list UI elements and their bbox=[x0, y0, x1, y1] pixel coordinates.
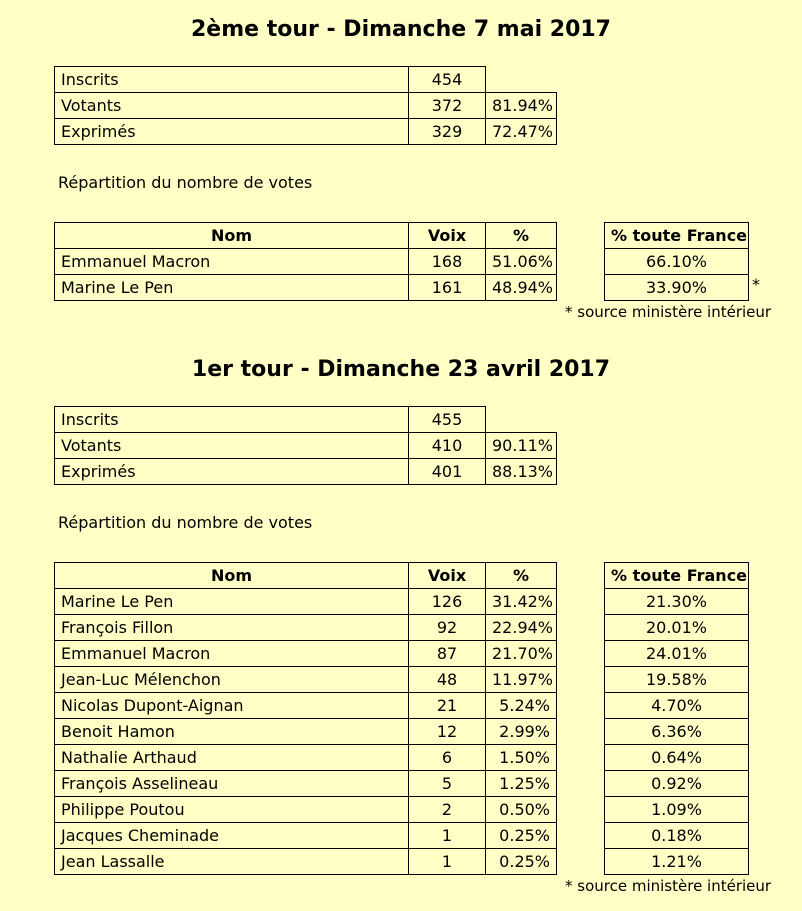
candidate-voix: 168 bbox=[409, 249, 486, 275]
france-percent: 24.01% bbox=[605, 641, 749, 667]
stat-value: 401 bbox=[409, 459, 486, 485]
stats-row-exprimes bbox=[55, 119, 557, 145]
table-row bbox=[605, 275, 749, 301]
france-percent: 0.92% bbox=[605, 771, 749, 797]
footnote-asterisk: * bbox=[752, 275, 760, 294]
stat-label: Inscrits bbox=[55, 67, 409, 93]
table-row bbox=[55, 823, 557, 849]
france-percent: 1.21% bbox=[605, 849, 749, 875]
candidate-percent: 21.70% bbox=[486, 641, 557, 667]
table-row bbox=[55, 719, 557, 745]
candidate-name: Emmanuel Macron bbox=[55, 249, 409, 275]
header-percent: % bbox=[486, 223, 557, 249]
table-row bbox=[605, 719, 749, 745]
stat-value: 454 bbox=[409, 67, 486, 93]
candidate-percent: 31.42% bbox=[486, 589, 557, 615]
tour1-stats-table bbox=[54, 406, 557, 485]
table-row bbox=[55, 641, 557, 667]
header-nom: Nom bbox=[55, 563, 409, 589]
tour2-stats-table bbox=[54, 66, 557, 145]
candidate-voix: 126 bbox=[409, 589, 486, 615]
france-percent: 66.10% bbox=[605, 249, 749, 275]
candidate-voix: 12 bbox=[409, 719, 486, 745]
table-header-row bbox=[605, 563, 749, 589]
table-row bbox=[55, 849, 557, 875]
tour1-france-table bbox=[604, 562, 749, 875]
header-voix: Voix bbox=[409, 563, 486, 589]
table-row bbox=[55, 693, 557, 719]
table-row bbox=[55, 771, 557, 797]
header-toute-france: % toute France bbox=[605, 223, 749, 249]
stat-percent: 72.47% bbox=[486, 119, 557, 145]
stat-empty bbox=[486, 407, 557, 433]
stat-percent: 88.13% bbox=[486, 459, 557, 485]
candidate-voix: 6 bbox=[409, 745, 486, 771]
table-header-row bbox=[55, 223, 557, 249]
candidate-voix: 161 bbox=[409, 275, 486, 301]
candidate-voix: 1 bbox=[409, 823, 486, 849]
tour1-title: 1er tour - Dimanche 23 avril 2017 bbox=[191, 357, 611, 382]
candidate-voix: 2 bbox=[409, 797, 486, 823]
candidate-voix: 5 bbox=[409, 771, 486, 797]
stat-label: Votants bbox=[55, 93, 409, 119]
table-row bbox=[605, 823, 749, 849]
tour2-france-table bbox=[604, 222, 749, 301]
candidate-voix: 21 bbox=[409, 693, 486, 719]
france-percent: 1.09% bbox=[605, 797, 749, 823]
candidate-name: Jean-Luc Mélenchon bbox=[55, 667, 409, 693]
stat-label: Exprimés bbox=[55, 459, 409, 485]
candidate-percent: 0.25% bbox=[486, 823, 557, 849]
france-percent: 0.18% bbox=[605, 823, 749, 849]
stat-value: 455 bbox=[409, 407, 486, 433]
table-row bbox=[55, 249, 557, 275]
stat-value: 372 bbox=[409, 93, 486, 119]
candidate-name: François Asselineau bbox=[55, 771, 409, 797]
france-percent: 0.64% bbox=[605, 745, 749, 771]
table-row bbox=[55, 615, 557, 641]
france-percent: 21.30% bbox=[605, 589, 749, 615]
tour2-repartition-label: Répartition du nombre de votes bbox=[58, 173, 313, 192]
stat-label: Votants bbox=[55, 433, 409, 459]
stat-empty bbox=[486, 67, 557, 93]
tour2-title: 2ème tour - Dimanche 7 mai 2017 bbox=[190, 17, 611, 42]
stat-label: Exprimés bbox=[55, 119, 409, 145]
candidate-name: Jacques Cheminade bbox=[55, 823, 409, 849]
table-row bbox=[605, 693, 749, 719]
header-nom: Nom bbox=[55, 223, 409, 249]
table-row bbox=[55, 797, 557, 823]
header-toute-france: % toute France bbox=[605, 563, 749, 589]
table-row bbox=[605, 641, 749, 667]
stats-row-votants bbox=[55, 93, 557, 119]
tour2-results-table bbox=[54, 222, 557, 301]
candidate-percent: 0.50% bbox=[486, 797, 557, 823]
tour1-source-note: * source ministère intérieur bbox=[565, 877, 772, 895]
france-percent: 6.36% bbox=[605, 719, 749, 745]
france-percent: 19.58% bbox=[605, 667, 749, 693]
candidate-percent: 48.94% bbox=[486, 275, 557, 301]
candidate-percent: 0.25% bbox=[486, 849, 557, 875]
france-percent: 33.90% bbox=[605, 275, 749, 301]
candidate-name: Jean Lassalle bbox=[55, 849, 409, 875]
stat-value: 329 bbox=[409, 119, 486, 145]
table-row bbox=[55, 667, 557, 693]
candidate-name: Marine Le Pen bbox=[55, 589, 409, 615]
tour1-repartition-label: Répartition du nombre de votes bbox=[58, 513, 313, 532]
candidate-voix: 1 bbox=[409, 849, 486, 875]
candidate-percent: 5.24% bbox=[486, 693, 557, 719]
candidate-percent: 22.94% bbox=[486, 615, 557, 641]
candidate-percent: 2.99% bbox=[486, 719, 557, 745]
stats-row-inscrits bbox=[55, 67, 557, 93]
table-header-row bbox=[55, 563, 557, 589]
candidate-name: François Fillon bbox=[55, 615, 409, 641]
table-row bbox=[605, 615, 749, 641]
candidate-percent: 51.06% bbox=[486, 249, 557, 275]
tour1-results-table bbox=[54, 562, 557, 875]
stats-row-votants bbox=[55, 433, 557, 459]
stat-percent: 90.11% bbox=[486, 433, 557, 459]
france-percent: 20.01% bbox=[605, 615, 749, 641]
stats-row-inscrits bbox=[55, 407, 557, 433]
table-row bbox=[55, 745, 557, 771]
stats-row-exprimes bbox=[55, 459, 557, 485]
stat-value: 410 bbox=[409, 433, 486, 459]
candidate-name: Philippe Poutou bbox=[55, 797, 409, 823]
candidate-voix: 48 bbox=[409, 667, 486, 693]
table-row bbox=[605, 667, 749, 693]
candidate-percent: 11.97% bbox=[486, 667, 557, 693]
candidate-name: Benoit Hamon bbox=[55, 719, 409, 745]
table-row bbox=[605, 797, 749, 823]
candidate-name: Marine Le Pen bbox=[55, 275, 409, 301]
header-percent: % bbox=[486, 563, 557, 589]
candidate-name: Emmanuel Macron bbox=[55, 641, 409, 667]
candidate-voix: 92 bbox=[409, 615, 486, 641]
header-voix: Voix bbox=[409, 223, 486, 249]
table-row bbox=[605, 745, 749, 771]
table-row bbox=[605, 849, 749, 875]
table-row bbox=[55, 275, 557, 301]
table-row bbox=[55, 589, 557, 615]
table-row bbox=[605, 771, 749, 797]
stat-label: Inscrits bbox=[55, 407, 409, 433]
table-row bbox=[605, 249, 749, 275]
candidate-percent: 1.25% bbox=[486, 771, 557, 797]
table-header-row bbox=[605, 223, 749, 249]
candidate-name: Nathalie Arthaud bbox=[55, 745, 409, 771]
table-row bbox=[605, 589, 749, 615]
candidate-voix: 87 bbox=[409, 641, 486, 667]
candidate-percent: 1.50% bbox=[486, 745, 557, 771]
tour2-source-note: * source ministère intérieur bbox=[565, 303, 772, 321]
france-percent: 4.70% bbox=[605, 693, 749, 719]
candidate-name: Nicolas Dupont-Aignan bbox=[55, 693, 409, 719]
stat-percent: 81.94% bbox=[486, 93, 557, 119]
